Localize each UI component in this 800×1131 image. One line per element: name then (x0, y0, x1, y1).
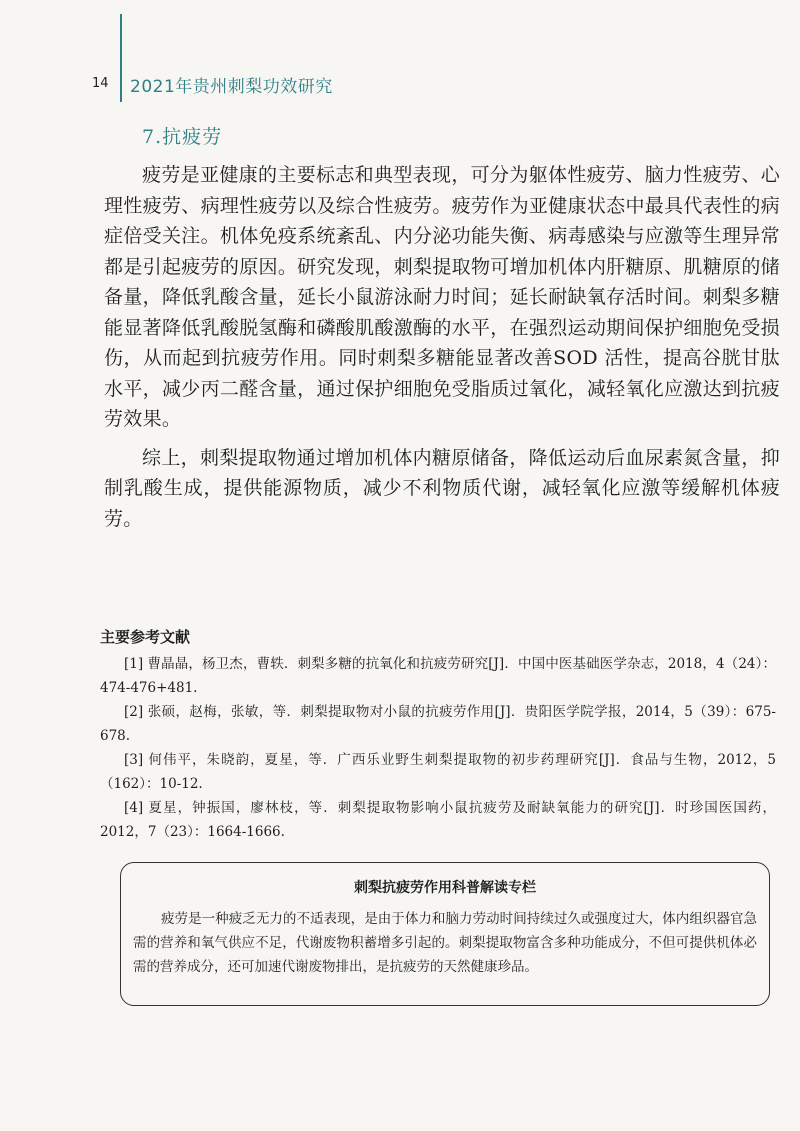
reference-item: [2] 张硕，赵梅，张敏，等．刺梨提取物对小鼠的抗疲劳作用[J]．贵阳医学院学报，2014，5（39）：675-678. (100, 704, 776, 744)
paragraph: 疲劳是亚健康的主要标志和典型表现，可分为躯体性疲劳、脑力性疲劳、心理性疲劳、病理性疲劳以及综合性疲劳。疲劳作为亚健康状态中最具代表性的病症倍受关注。机体免疫系统紊乱、内分泌功能失衡、病毒感染与应激等生理异常都是引起疲劳的原因。研究发现，刺梨提取物可增加机体内肝糖原、肌糖原的储备量，降低乳酸含量，延长小鼠游泳耐力时间；延长耐缺氧存活时间。刺梨多糖能显著降低乳酸脱氢酶和磷酸肌酸激酶的水平，在强烈运动期间保护细胞免受损伤，从而起到抗疲劳作用。同时刺梨多糖能显著改善SOD 活性，提高谷胱甘肽水平，减少丙二醛含量，通过保护细胞免受脂质过氧化，减轻氧化应激达到抗疲劳效果。 (104, 164, 780, 430)
paragraph: 综上，刺梨提取物通过增加机体内糖原储备，降低运动后血尿素氮含量，抑制乳酸生成，提供能源物质，减少不利物质代谢，减轻氧化应激等缓解机体疲劳。 (104, 446, 780, 530)
reference-item: [4] 夏星，钟振国，廖林枝，等．刺梨提取物影响小鼠抗疲劳及耐缺氧能力的研究[J]．时珍国医国药，2012，7（23）：1664-1666. (100, 800, 776, 840)
page-number: 14 (92, 76, 109, 91)
running-title: 2021年贵州刺梨功效研究 (130, 77, 333, 97)
header-rule (120, 14, 122, 102)
sidebar-box (120, 862, 770, 1006)
sidebar-title: 刺梨抗疲劳作用科普解读专栏 (354, 880, 536, 896)
sidebar-body: 疲劳是一种疲乏无力的不适表现，是由于体力和脑力劳动时间持续过久或强度过大，体内组织器官急需的营养和氧气供应不足，代谢废物积蓄增多引起的。刺梨提取物富含多种功能成分，不但可提供机体必需的营养成分，还可加速代谢废物排出，是抗疲劳的天然健康珍品。 (133, 911, 757, 975)
references-heading: 主要参考文献 (100, 628, 191, 646)
body-text (104, 160, 780, 542)
reference-item: [1] 曹晶晶，杨卫杰，曹轶．刺梨多糖的抗氧化和抗疲劳研究[J]．中国中医基础医学杂志，2018，4（24）：474-476+481. (100, 656, 776, 696)
references-list (100, 652, 776, 844)
section-heading: 7.抗疲劳 (142, 126, 223, 148)
reference-item: [3] 何伟平，朱晓韵，夏星，等．广西乐业野生刺梨提取物的初步药理研究[J]．食品与生物，2012，5（162）：10-12. (100, 752, 776, 792)
